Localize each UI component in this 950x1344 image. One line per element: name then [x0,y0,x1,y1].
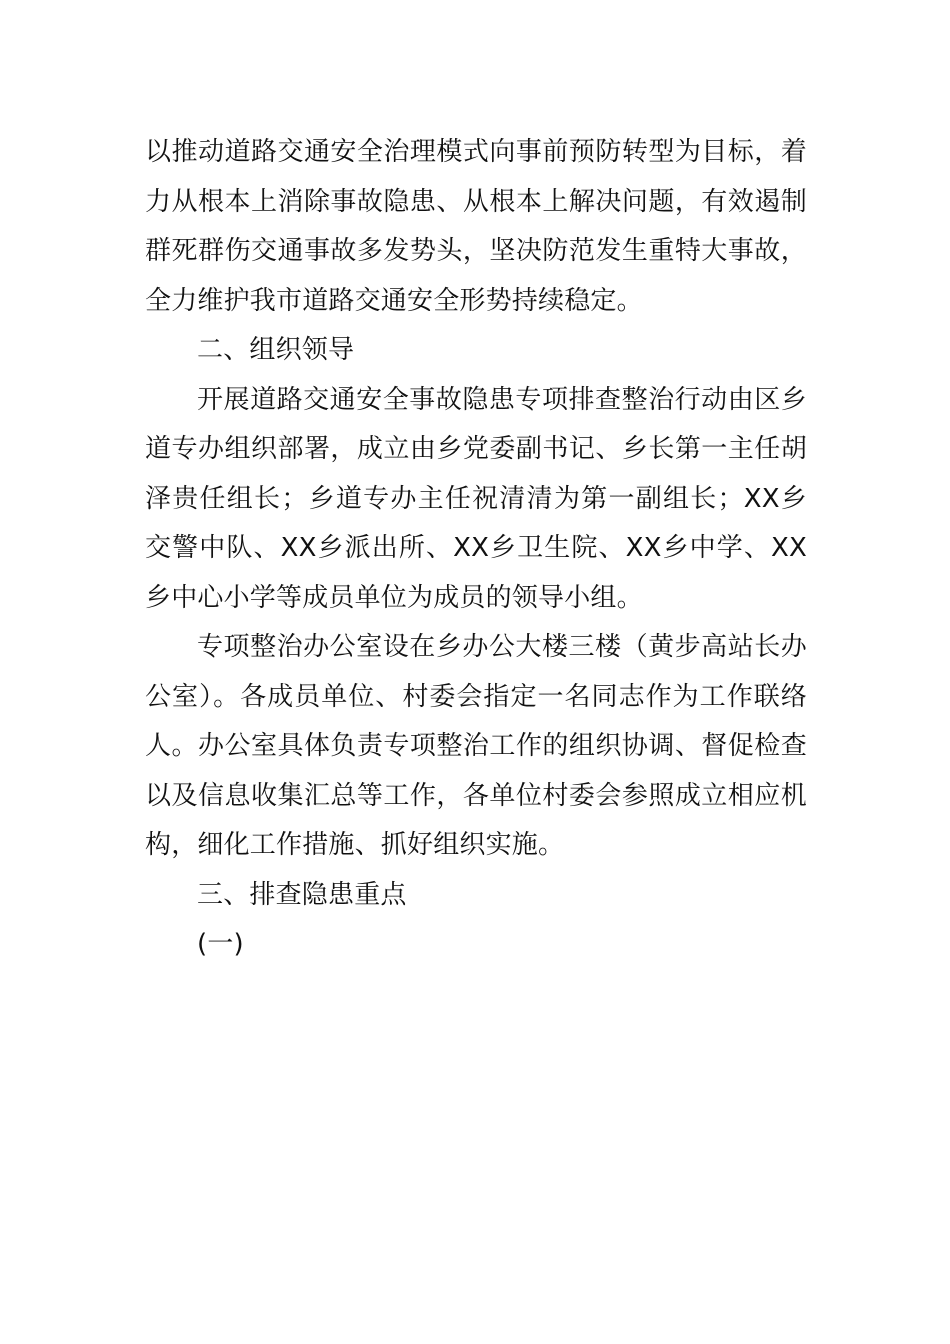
section-heading-hazard-focus: 三、排查隐患重点 [197,879,407,910]
sub-heading-one: (一) [197,929,244,959]
body-paragraph-office: 专项整治办公室设在乡办公大楼三楼（黄步高站长办公室）。各成员单位、村委会指定一名同志作为工作联络人。办公室具体负责专项整治工作的组织协调、督促检查以及信息收集汇总等工作，各单位村委会参照成立相应机构，细化工作措施、抓好组织实施。 [145,632,807,860]
document-body [145,128,807,970]
body-paragraph-leadership-group: 开展道路交通安全事故隐患专项排查整治行动由区乡道专办组织部署，成立由乡党委副书记、乡长第一主任胡泽贵任组长；乡道专办主任祝清清为第一副组长；XX乡交警中队、XX乡派出所、XX乡卫生院、XX乡中学、XX乡中心小学等成员单位为成员的领导小组。 [145,384,807,613]
body-paragraph-goal: 以推动道路交通安全治理模式向事前预防转型为目标，着力从根本上消除事故隐患、从根本上解决问题，有效遏制群死群伤交通事故多发势头，坚决防范发生重特大事故，全力维护我市道路交通安全形势持续稳定。 [145,137,807,316]
section-heading-organization-leadership: 二、组织领导 [197,335,355,365]
